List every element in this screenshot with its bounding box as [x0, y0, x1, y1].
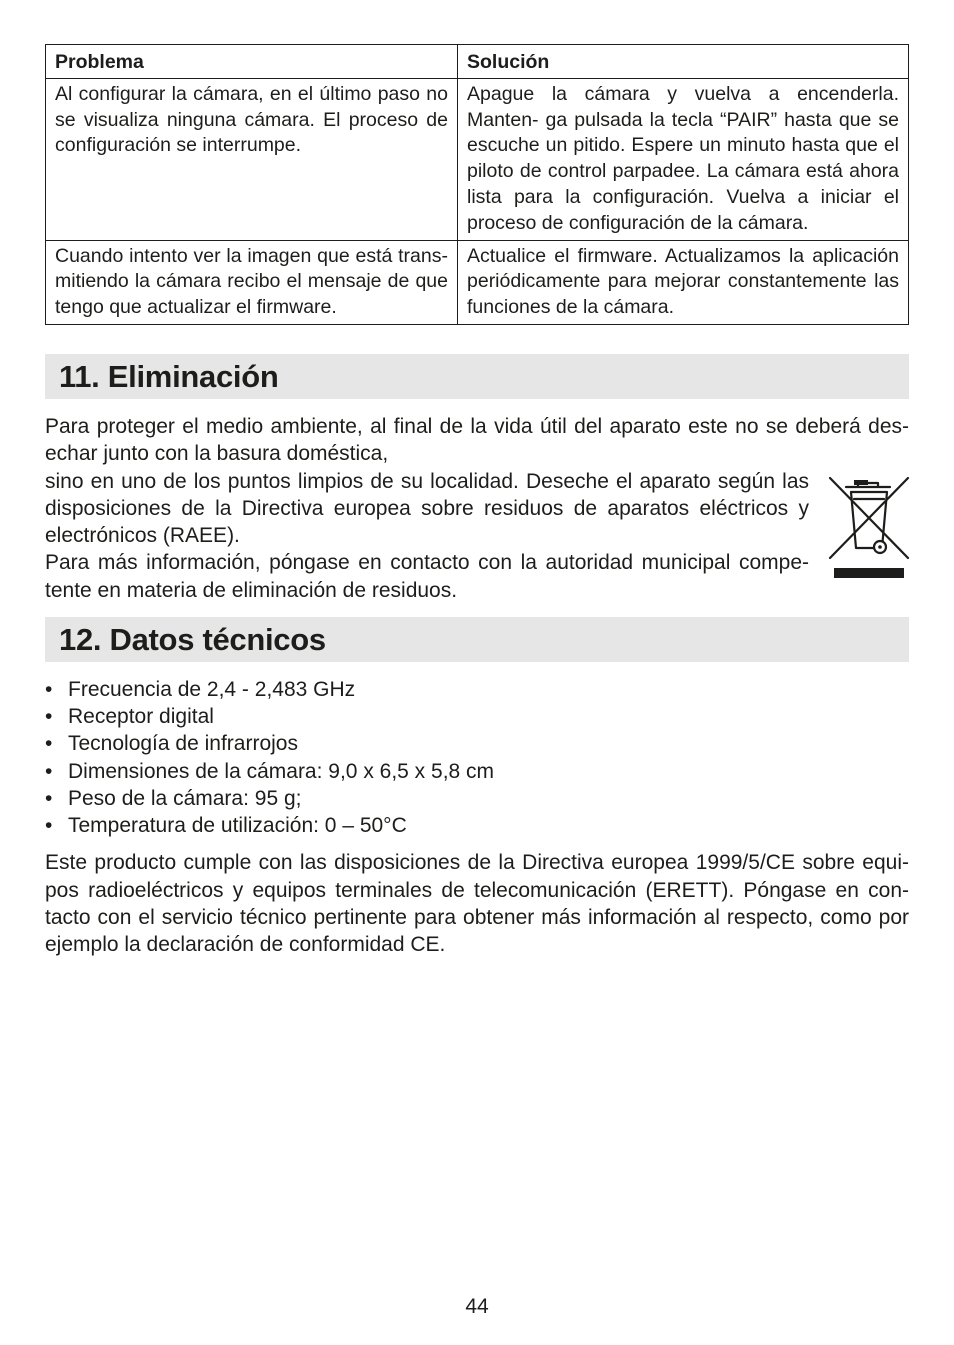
- list-item: • Tecnología de infrarrojos: [45, 730, 909, 757]
- crossed-out-wheelie-bin-icon: [828, 474, 910, 578]
- problem-cell: Al configurar la cámara, en el último paso no se visualiza ninguna cámara. El proceso de configuración se interrumpe.: [46, 78, 458, 240]
- list-item: • Receptor digital: [45, 703, 909, 730]
- disposal-paragraph-1: Para proteger el medio ambiente, al final de la vida útil del aparato este no se deberá des- echar junto con la basura doméstica,: [45, 414, 909, 466]
- disposal-block: [45, 468, 909, 604]
- bullet-icon: •: [45, 678, 53, 702]
- list-item: • Frecuencia de 2,4 - 2,483 GHz: [45, 676, 909, 703]
- bullet-icon: •: [45, 786, 53, 810]
- list-item: • Dimensiones de la cámara: 9,0 x 6,5 x 5,8 cm: [45, 758, 909, 785]
- disposal-paragraph-3: Para más información, póngase en contacto con la autoridad municipal compe- tente en materia de eliminación de residuos.: [45, 551, 809, 602]
- table-row: [46, 240, 909, 324]
- list-item: • Peso de la cámara: 95 g;: [45, 785, 909, 812]
- section-11-title: 11. Eliminación: [59, 358, 279, 394]
- manual-page: [45, 44, 909, 958]
- page-number: 44: [465, 1295, 489, 1318]
- list-item: • Temperatura de utilización: 0 – 50°C: [45, 812, 909, 839]
- bullet-icon: •: [45, 814, 53, 838]
- technical-specs-list: [45, 676, 909, 839]
- conformity-paragraph: Este producto cumple con las disposiciones de la Directiva europea 1999/5/CE sobre equi- pos radioeléctricos y equipos terminales de telecomunicación (ERETT). Póngase en con- tacto con el servicio técnico pertinente para obtener más información al respecto, como por ejemplo la declaración de conformidad CE.: [45, 851, 909, 957]
- column-header-problem: Problema: [46, 45, 458, 79]
- solution-cell: Apague la cámara y vuelva a encenderla. Manten- ga pulsada la tecla “PAIR” hasta que se escuche un pitido. Espere un minuto hasta que el piloto de control parpadee. La cámara está ahora lista para la configuración. Vuelva a iniciar el proceso de configuración de la cámara.: [458, 78, 909, 240]
- section-12-header: [45, 617, 909, 662]
- section-11-header: [45, 354, 909, 399]
- section-12-title: 12. Datos técnicos: [59, 622, 326, 658]
- bullet-icon: •: [45, 759, 53, 783]
- bullet-icon: •: [45, 705, 53, 729]
- troubleshooting-table: [45, 44, 909, 325]
- table-row: [46, 78, 909, 240]
- disposal-paragraph-2: sino en uno de los puntos limpios de su localidad. Deseche el aparato según las disposiciones de la Directiva europea sobre residuos de aparatos eléctricos y electrónicos (RAEE).: [45, 469, 809, 548]
- bullet-icon: •: [45, 732, 53, 756]
- table-header-row: [46, 45, 909, 79]
- problem-cell: Cuando intento ver la imagen que está trans- mitiendo la cámara recibo el mensaje de que tengo que actualizar el firmware.: [46, 240, 458, 324]
- column-header-solution: Solución: [458, 45, 909, 79]
- solution-cell: Actualice el firmware. Actualizamos la aplicación periódicamente para mejorar constantemente las funciones de la cámara.: [458, 240, 909, 324]
